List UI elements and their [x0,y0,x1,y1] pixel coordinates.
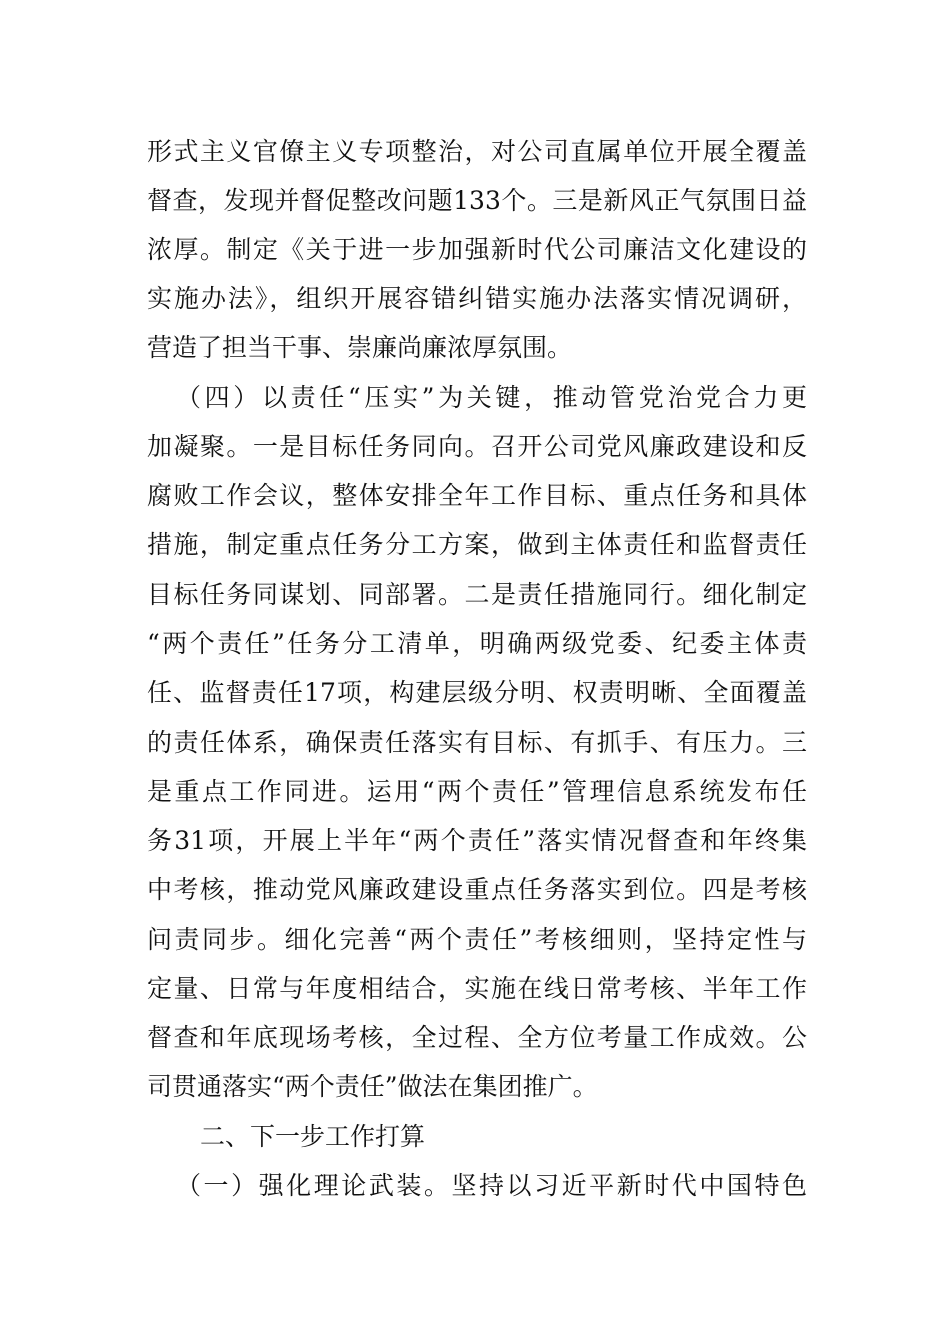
paragraph-line: 务31项，开展上半年“两个责任”落实情况督查和年终集 [147,826,807,855]
paragraph-line: 督查和年底现场考核，全过程、全方位考量工作成效。公 [147,1023,807,1052]
paragraph-line: 定量、日常与年度相结合，实施在线日常考核、半年工作 [147,974,807,1003]
paragraph-line: （四）以责任“压实”为关键，推动管党治党合力更 [176,383,807,412]
section-heading: 二、下一步工作打算 [200,1122,426,1151]
paragraph-line: 中考核，推动党风廉政建设重点任务落实到位。四是考核 [147,875,807,904]
paragraph-line: 任、监督责任17项，构建层级分明、权责明晰、全面覆盖 [147,678,807,707]
paragraph-line: 是重点工作同进。运用“两个责任”管理信息系统发布任 [147,777,807,806]
paragraph-line: 司贯通落实“两个责任”做法在集团推广。 [147,1072,598,1101]
paragraph-line: 的责任体系，确保责任落实有目标、有抓手、有压力。三 [147,728,807,757]
paragraph-line: （一）强化理论武装。坚持以习近平新时代中国特色 [176,1171,807,1200]
paragraph-line: 问责同步。细化完善“两个责任”考核细则，坚持定性与 [147,925,807,954]
paragraph-line: 目标任务同谋划、同部署。二是责任措施同行。细化制定 [147,580,807,609]
paragraph-line: 措施，制定重点任务分工方案，做到主体责任和监督责任 [147,530,807,559]
paragraph-line: “两个责任”任务分工清单，明确两级党委、纪委主体责 [147,629,807,658]
paragraph-line: 形式主义官僚主义专项整治，对公司直属单位开展全覆盖 [147,137,807,166]
paragraph-line: 腐败工作会议，整体安排全年工作目标、重点任务和具体 [147,481,807,510]
paragraph-line: 加凝聚。一是目标任务同向。召开公司党风廉政建设和反 [147,432,807,461]
paragraph-line: 实施办法》，组织开展容错纠错实施办法落实情况调研， [147,284,807,313]
paragraph-line: 营造了担当干事、崇廉尚廉浓厚氛围。 [147,333,573,362]
paragraph-line: 浓厚。制定《关于进一步加强新时代公司廉洁文化建设的 [147,235,807,264]
paragraph-line: 督查，发现并督促整改问题133个。三是新风正气氛围日益 [147,186,807,215]
